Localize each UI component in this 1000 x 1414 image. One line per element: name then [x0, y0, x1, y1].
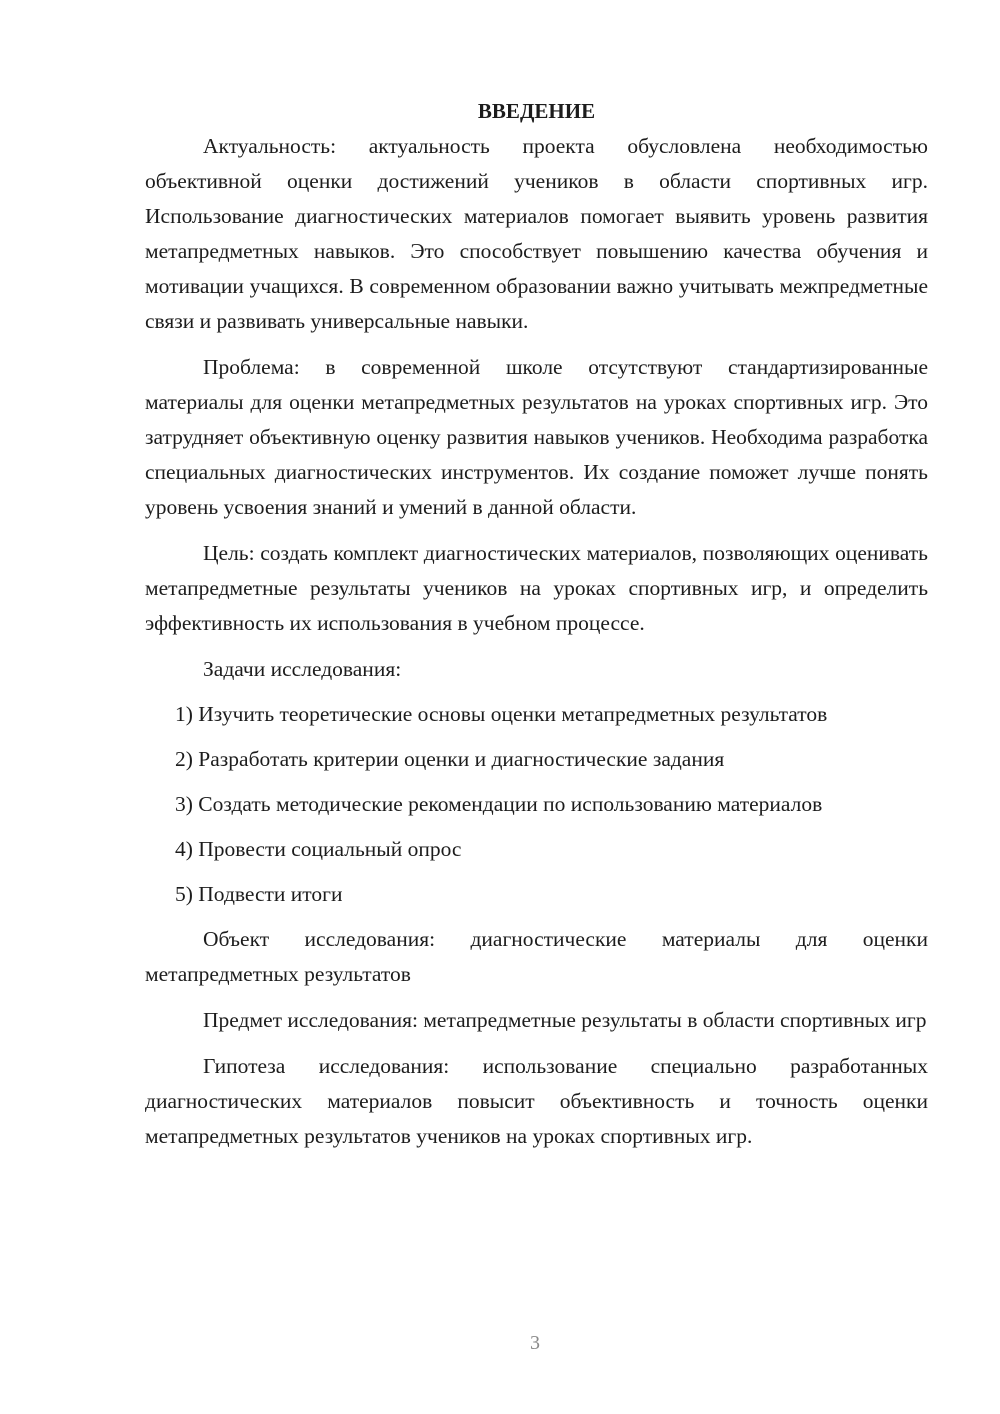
task-item: 5) Подвести итоги — [175, 882, 343, 906]
task-item: 1) Изучить теоретические основы оценки метапредметных результатов — [175, 702, 828, 726]
hypothesis-paragraph: Гипотеза исследования: использование специально разработанных диагностических материалов повысит объективность и точность оценки метапредметных результатов учеников на уроках спортивных игр. — [145, 1054, 928, 1148]
goal-paragraph: Цель: создать комплект диагностических материалов, позволяющих оценивать метапредметные результаты учеников на уроках спортивных игр, и определить эффективность их использования в учебном процессе. — [145, 541, 928, 635]
tasks-list — [145, 697, 928, 922]
task-item: 3) Создать методические рекомендации по использованию материалов — [175, 792, 823, 816]
task-item: 2) Разработать критерии оценки и диагностические задания — [175, 747, 725, 771]
object-paragraph: Объект исследования: диагностические материалы для оценки метапредметных результатов — [145, 927, 928, 986]
task-item: 4) Провести социальный опрос — [175, 837, 462, 861]
page-title: ВВЕДЕНИЕ — [477, 99, 596, 123]
relevance-paragraph: Актуальность: актуальность проекта обусловлена необходимостью объективной оценки достижений учеников в области спортивных игр. Использование диагностических материалов помогает выявить уровень развития метапредметных навыков. Это способствует повышению качества обучения и мотивации учащихся. В современном образовании важно учитывать межпредметные связи и развивать универсальные навыки. — [145, 134, 928, 333]
page-content — [145, 94, 928, 1154]
problem-paragraph: Проблема: в современной школе отсутствуют стандартизированные материалы для оценки метапредметных результатов на уроках спортивных игр. Это затрудняет объективную оценку развития навыков учеников. Необходима разработка специальных диагностических инструментов. Их создание поможет лучше понять уровень усвоения знаний и умений в данной области. — [145, 355, 928, 519]
tasks-heading: Задачи исследования: — [203, 657, 402, 681]
page-number: 3 — [530, 1332, 540, 1354]
subject-paragraph: Предмет исследования: метапредметные результаты в области спортивных игр — [203, 1008, 927, 1032]
